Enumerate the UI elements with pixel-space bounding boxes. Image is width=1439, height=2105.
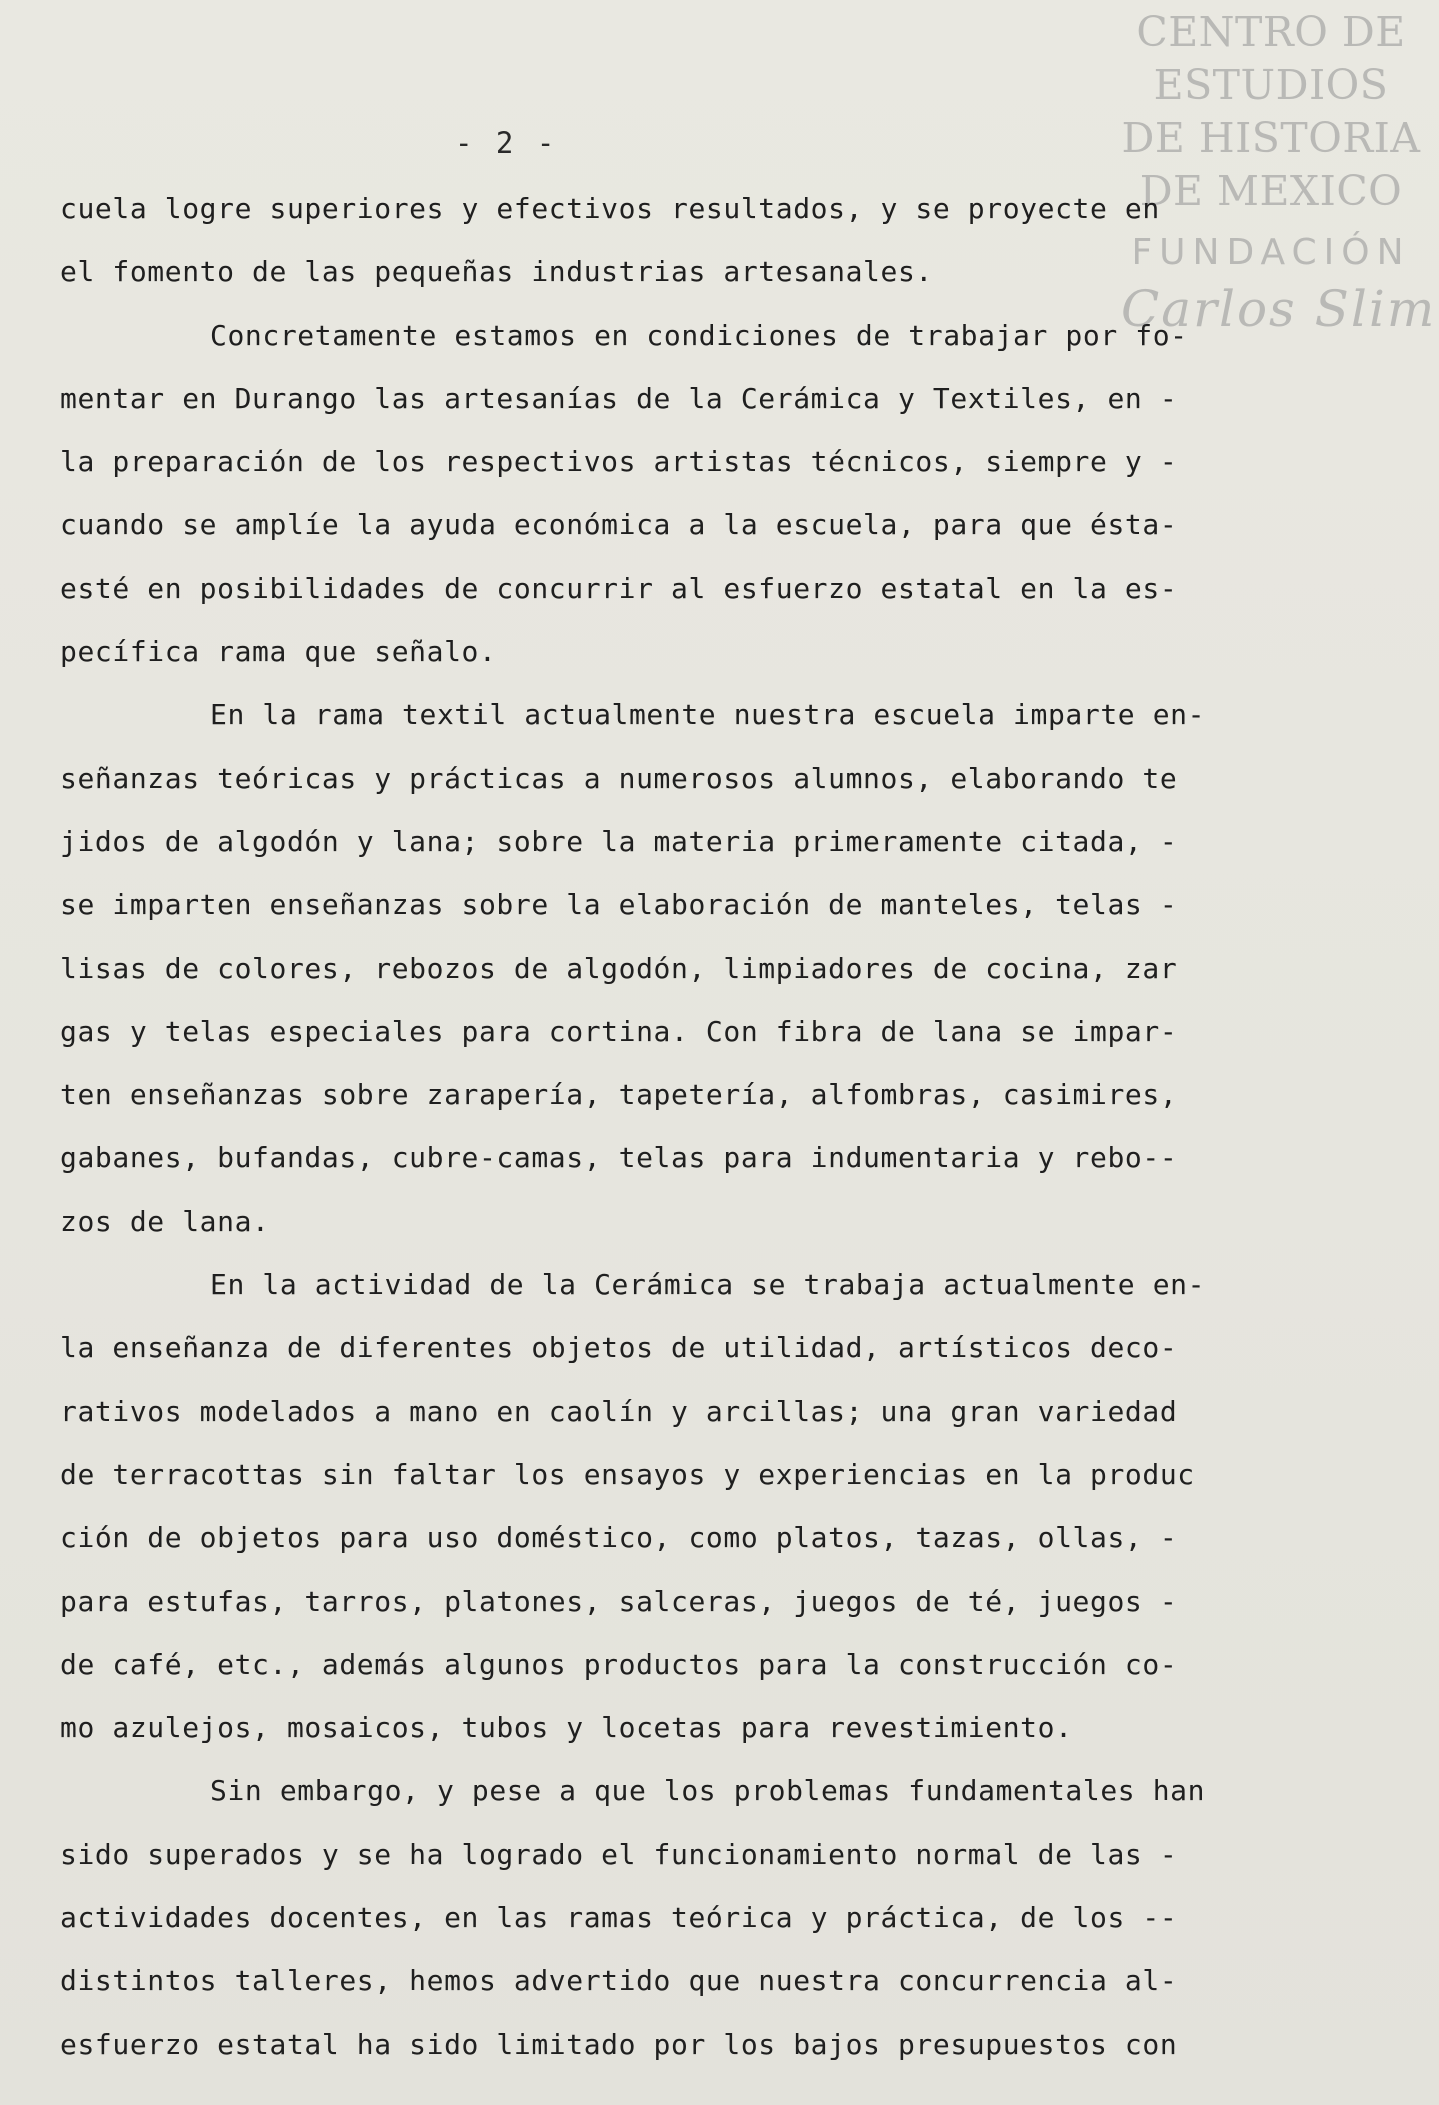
text-line: esfuerzo estatal ha sido limitado por los bajos presupuestos con [60, 2027, 1178, 2061]
text-line: se imparten enseñanzas sobre la elaboración de manteles, telas - [60, 888, 1178, 922]
watermark-foundation: FUNDACIÓN [1131, 232, 1411, 273]
text-line: para estufas, tarros, platones, salceras, juegos de té, juegos - [60, 1584, 1178, 1618]
text-line: ción de objetos para uso doméstico, como platos, tazas, ollas, - [60, 1521, 1178, 1555]
text-line: rativos modelados a mano en caolín y arcillas; una gran variedad [60, 1394, 1178, 1428]
paragraph-first-line: Concretamente estamos en condiciones de trabajar por fo- [210, 318, 1188, 352]
text-line: lisas de colores, rebozos de algodón, limpiadores de cocina, zar [60, 951, 1178, 985]
text-line: la enseñanza de diferentes objetos de utilidad, artísticos deco- [60, 1331, 1178, 1365]
text-line: distintos talleres, hemos advertido que nuestra concurrencia al- [60, 1964, 1178, 1998]
watermark-line: ESTUDIOS [1153, 61, 1389, 109]
text-line: gas y telas especiales para cortina. Con fibra de lana se impar- [60, 1014, 1178, 1048]
text-line: señanzas teóricas y prácticas a numerosos alumnos, elaborando te [60, 761, 1178, 795]
watermark-line: DE HISTORIA [1121, 114, 1421, 162]
text-line: sido superados y se ha logrado el funcionamiento normal de las - [60, 1837, 1178, 1871]
text-line: mo azulejos, mosaicos, tubos y locetas para revestimiento. [60, 1711, 1073, 1745]
text-line: actividades docentes, en las ramas teórica y práctica, de los -- [60, 1901, 1178, 1935]
watermark-line: DE MEXICO [1139, 167, 1403, 215]
text-line: ten enseñanzas sobre zarapería, tapetería, alfombras, casimires, [60, 1078, 1178, 1112]
text-line: de café, etc., además algunos productos para la construcción co- [60, 1647, 1178, 1681]
text-line: cuela logre superiores y efectivos resultados, y se proyecte en [60, 192, 1160, 225]
text-line: el fomento de las pequeñas industrias artesanales. [60, 255, 933, 289]
text-line: esté en posibilidades de concurrir al esfuerzo estatal en la es- [60, 571, 1178, 605]
watermark-line: CENTRO DE [1136, 8, 1406, 56]
paragraph-first-line: En la actividad de la Cerámica se trabaja actualmente en- [210, 1268, 1206, 1302]
paragraph-first-line: Sin embargo, y pese a que los problemas fundamentales han [210, 1774, 1206, 1808]
text-line: pecífica rama que señalo. [60, 635, 497, 669]
page-number: - 2 - [455, 126, 558, 160]
watermark-signature: Carlos Slim [1121, 280, 1437, 338]
text-line: mentar en Durango las artesanías de la Cerámica y Textiles, en - [60, 381, 1178, 415]
paragraph-first-line: En la rama textil actualmente nuestra escuela imparte en- [210, 698, 1206, 732]
text-line: zos de lana. [60, 1204, 270, 1238]
text-line: jidos de algodón y lana; sobre la materia primeramente citada, - [60, 824, 1178, 858]
text-line: gabanes, bufandas, cubre-camas, telas para indumentaria y rebo-- [60, 1141, 1178, 1175]
text-line: de terracottas sin faltar los ensayos y experiencias en la produc [60, 1457, 1195, 1491]
text-line: cuando se amplíe la ayuda económica a la escuela, para que ésta- [60, 508, 1178, 542]
body-text [60, 189, 1360, 2088]
text-line: la preparación de los respectivos artistas técnicos, siempre y - [60, 445, 1178, 479]
